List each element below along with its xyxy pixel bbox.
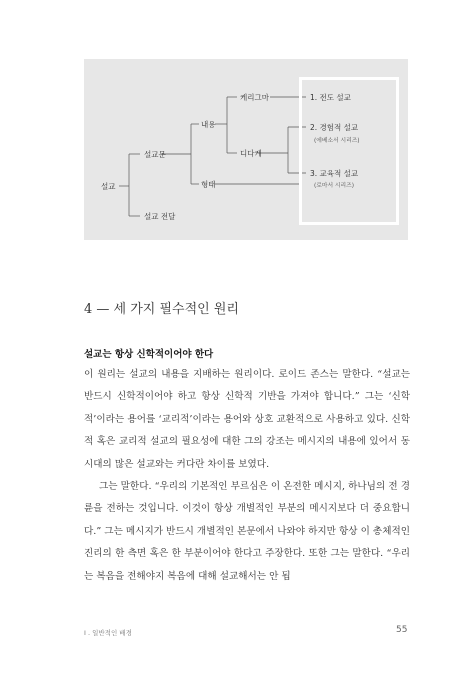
section-heading: 4 — 세 가지 필수적인 원리 — [84, 302, 239, 317]
node-instructional: 3. 교육적 설교 — [310, 169, 359, 178]
node-kerygma: 케리그마 — [240, 93, 269, 102]
node-sermon: 설교 — [101, 182, 116, 191]
node-sermon-text: 설교문 — [144, 150, 166, 159]
node-experiential-note: (에베소서 시리즈) — [314, 138, 360, 144]
node-content: 내용 — [201, 120, 216, 129]
paragraph-2: 그는 말한다. “우리의 기본적인 부르심은 이 온전한 메시지, 하나님의 전 경륜을 전하는 것입니다. 이것이 항상 개별적인 부분의 메시지보다 더 중요합니다.” 그는 메시지가 반드시 개별적인 본문에서 나와야 하지만 항상 이 총체적인 진리의 한 측면 혹은 한 부분이어야 한다고 주장한다. 또한 그는 말한다. “우리는 복음을 전해야지 복음에 대해 설교해서는 안 됩 — [84, 481, 410, 582]
paragraph-1: 이 원리는 설교의 내용을 지배하는 원리이다. 로이드 존스는 말한다. “설교는 반드시 신학적이어야 하고 항상 신학적 기반을 가져야 합니다.” 그는 ‘신학적’이라는 용어를 ‘교리적’이라는 용어와 상호 교환적으로 사용하고 있다. 신학적 혹은 교리적 설교의 필요성에 대한 그의 강조는 메시지의 내용에 있어서 동시대의 많은 설교와는 커다란 차이를 보였다. — [84, 369, 410, 470]
sub-heading: 설교는 항상 신학적이어야 한다 — [84, 349, 214, 360]
node-sermon-delivery: 설교 전달 — [144, 212, 176, 221]
footer-section-label: I . 일반적인 배경 — [84, 629, 132, 637]
page-number: 55 — [396, 625, 408, 635]
node-form: 형태 — [201, 180, 216, 189]
node-evangelistic: 1. 전도 설교 — [310, 93, 351, 102]
node-experiential: 2. 경험적 설교 — [310, 123, 359, 132]
diagram-panel — [84, 59, 408, 240]
node-didache: 디다케 — [240, 149, 262, 158]
node-instructional-note: (로마서 시리즈) — [314, 183, 354, 189]
